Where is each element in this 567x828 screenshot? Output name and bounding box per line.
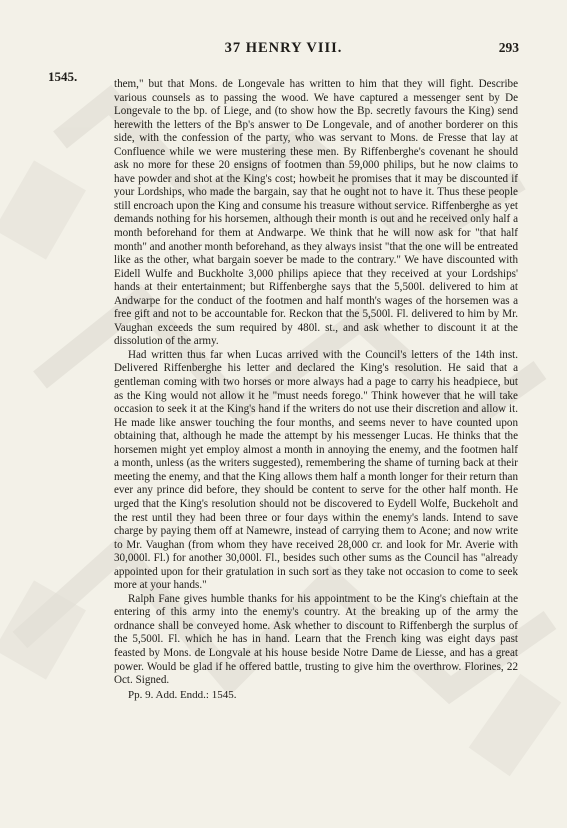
paragraph-1: them," but that Mons. de Longevale has written to him that they will fight. Describe various counsels as to passing the wood. We have captured a messenger sent by De Longevale to the bp. of Liege, and (to show how the Bp. secretly favours the King) send herewith the letters of the Bp's answer to De Longevale, and of another borderer on this side, with the confession of the party, who was servant to Mons. de Fresse that lay at Confluence while we were mustering these men. By Riffenberghe's covenant he should ask no more for these 20 ensigns of footmen than 59,000 philips, but he now claims to have powder and shot at the King's cost; howbeit he promises that it may be discounted if your Lordships, who made the bargain, say that he ought not to have it. Thus these people still encroach upon the King and consume his treasure without service. Riffenberghe as yet demands nothing for his horsemen, although their month is out and he received only half a month beforehand for them at Andwarpe. We think that he will now ask for "that half month" and another month beforehand, as they always insist "that the one will be entreated like as the other, what bargain soever be made to the contrary." We have discounted with Eidell Wulfe and Buckholte 3,000 philips apiece that they received at your Lordships' hands at their entertainment; but Riffenberghe says that the 5,500l. delivered to him at Andwarpe for the conduct of the footmen and half month's wages of the horsemen was a free gift and not to be accountable for. Reckon that the 5,500l. Fl. delivered to him by Mr. Vaughan exceeds the sum required by 480l. st., and ask whether to discount it at the dissolution of the army. xyxy=(114,78,518,348)
running-title: 37 HENRY VIII. xyxy=(224,40,343,56)
margin-year: 1545. xyxy=(48,69,78,84)
paragraph-3: Ralph Fane gives humble thanks for his appointment to be the King's chieftain at the entering of this army into the enemy's country. At the breaking up of the army the ordnance shall be conveyed home. Ask whether to discount to Riffenbergh the surplus of the 5,500l. Fl. which he has in hand. Learn that the French king was eight days past feasted by Mons. de Longvale at his house beside Notre Dame de Liesse, and has a great power. Would be glad if he offered battle, trusting to give him the overthrow. Florines, 22 Oct. Signed. xyxy=(114,592,518,687)
running-header xyxy=(0,40,567,60)
page-number: 293 xyxy=(498,40,519,55)
paragraph-2: Had written thus far when Lucas arrived with the Council's letters of the 14th inst. Delivered Riffenberghe his letter and declared the King's resolution. He said that a gentleman coming with two horses or more always had a page to carry his headpiece, but as the King would not allow it he "must needs forego." Think however that he will take occasion to seek it at the King's hand if the writers do not use their discretion and allow it. He made like answer touching the four months, and seems never to have counted upon obtaining that, although he made the attempt by his messenger Lucas. He thinks that the horsemen might yet employ almost a month in annoying the enemy, and the footmen half a month, unless (as the writers suggested), remembering the shame of turning back at their meeting the enemy, and that the King allows them half a month longer for their return than ever any prince did before, they should be content to serve for the other half month. He urged that the King's resolution should not be discovered to Eydell Wolfe, Buckeholt and the rest until they had been three or four days within the enemy's lands. Intend to save charge by paying them off at Namewre, instead of carrying them to Acone; and now write to Mr. Vaughan (from whom they have received 28,000 cr. and look for Mr. Averie with 30,000l. Fl.) for another 30,000l. Fl., besides such other sums as the Council has "already appointed upon for their gratulation in such sort as they take not occasion to come to seek more at your hands." xyxy=(114,348,518,592)
document-note: Pp. 9. Add. Endd.: 1545. xyxy=(128,688,237,701)
calendar-entry-text xyxy=(114,78,518,702)
